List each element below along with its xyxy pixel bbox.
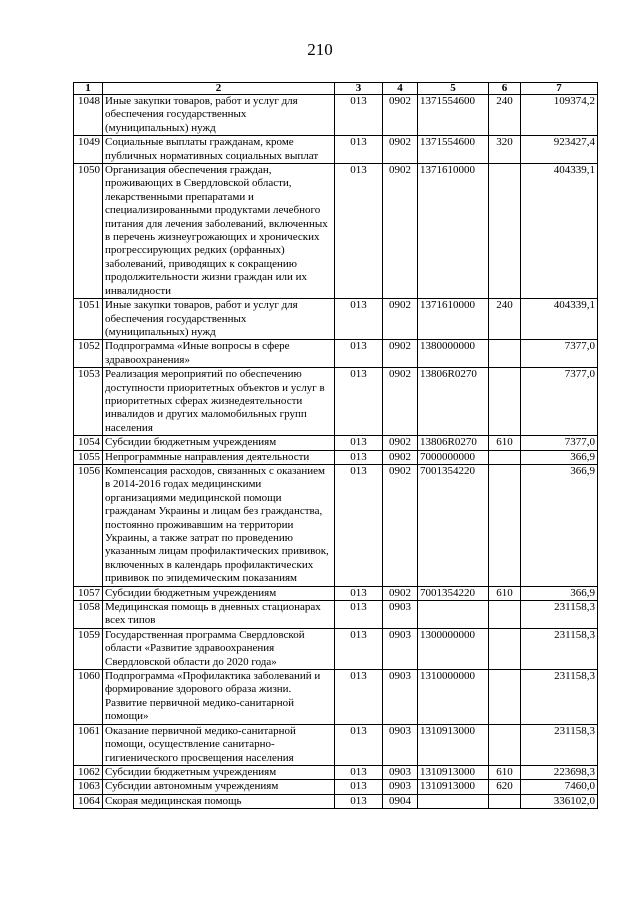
- row-name: Иные закупки товаров, работ и услуг для обеспечения государственных (муниципальных) нужд: [103, 95, 335, 136]
- row-name: Организация обеспечения граждан, проживающих в Свердловской области, лекарственными препаратами и специализированными продуктами лечебного питания для лечения заболеваний, включенных в перечень жизнеугрожающих и хронических прогрессирующих редких (орфанных) заболеваний, приводящих к сокращению продолжительности жизни граждан или их инвалидности: [103, 164, 335, 299]
- row-section-code: 0902: [383, 299, 418, 340]
- row-amount: 404339,1: [521, 299, 598, 340]
- row-expense-type: 240: [489, 95, 521, 136]
- row-target-code: 13806R0270: [418, 368, 489, 436]
- row-section-code: 0903: [383, 601, 418, 629]
- row-name: Государственная программа Свердловской области «Развитие здравоохранения Свердловской области до 2020 года»: [103, 628, 335, 669]
- row-number: 1048: [74, 95, 103, 136]
- row-target-code: 7001354220: [418, 464, 489, 586]
- row-ministry-code: 013: [335, 628, 383, 669]
- header-cell: 3: [335, 83, 383, 95]
- row-number: 1059: [74, 628, 103, 669]
- table-row: [74, 780, 598, 794]
- row-expense-type: [489, 464, 521, 586]
- table-row: [74, 586, 598, 600]
- row-target-code: 7000000000: [418, 450, 489, 464]
- row-number: 1049: [74, 136, 103, 164]
- row-amount: 231158,3: [521, 601, 598, 629]
- row-amount: 923427,4: [521, 136, 598, 164]
- row-expense-type: [489, 724, 521, 765]
- header-cell: 5: [418, 83, 489, 95]
- row-section-code: 0902: [383, 450, 418, 464]
- row-expense-type: [489, 368, 521, 436]
- row-name: Субсидии бюджетным учреждениям: [103, 765, 335, 779]
- row-section-code: 0902: [383, 136, 418, 164]
- row-ministry-code: 013: [335, 95, 383, 136]
- row-expense-type: [489, 601, 521, 629]
- row-ministry-code: 013: [335, 464, 383, 586]
- row-amount: 7460,0: [521, 780, 598, 794]
- table-row: [74, 299, 598, 340]
- row-section-code: 0902: [383, 464, 418, 586]
- row-expense-type: 620: [489, 780, 521, 794]
- row-number: 1052: [74, 340, 103, 368]
- row-section-code: 0903: [383, 780, 418, 794]
- row-amount: 366,9: [521, 464, 598, 586]
- row-target-code: 1300000000: [418, 628, 489, 669]
- row-name: Субсидии бюджетным учреждениям: [103, 586, 335, 600]
- row-target-code: 1310913000: [418, 724, 489, 765]
- row-name: Субсидии автономным учреждениям: [103, 780, 335, 794]
- table-row: [74, 368, 598, 436]
- row-section-code: 0902: [383, 95, 418, 136]
- page-number: 210: [307, 40, 333, 59]
- row-ministry-code: 013: [335, 724, 383, 765]
- row-number: 1062: [74, 765, 103, 779]
- row-amount: 404339,1: [521, 164, 598, 299]
- row-amount: 7377,0: [521, 368, 598, 436]
- row-amount: 7377,0: [521, 340, 598, 368]
- row-target-code: 1310000000: [418, 670, 489, 725]
- table-row: [74, 628, 598, 669]
- row-expense-type: [489, 164, 521, 299]
- row-expense-type: [489, 670, 521, 725]
- row-number: 1056: [74, 464, 103, 586]
- row-expense-type: 610: [489, 586, 521, 600]
- row-ministry-code: 013: [335, 436, 383, 450]
- row-number: 1058: [74, 601, 103, 629]
- row-ministry-code: 013: [335, 670, 383, 725]
- row-name: Оказание первичной медико-санитарной помощи, осуществление санитарно-гигиенического просвещения населения: [103, 724, 335, 765]
- row-target-code: [418, 794, 489, 808]
- table-row: [74, 601, 598, 629]
- row-expense-type: [489, 340, 521, 368]
- row-amount: 366,9: [521, 450, 598, 464]
- row-amount: 231158,3: [521, 670, 598, 725]
- table-row: [74, 450, 598, 464]
- row-ministry-code: 013: [335, 450, 383, 464]
- table-row: [74, 765, 598, 779]
- table-row: [74, 724, 598, 765]
- row-number: 1057: [74, 586, 103, 600]
- row-name: Подпрограмма «Профилактика заболеваний и формирование здорового образа жизни. Развитие первичной медико-санитарной помощи»: [103, 670, 335, 725]
- row-target-code: 1310913000: [418, 765, 489, 779]
- table-row: [74, 164, 598, 299]
- row-ministry-code: 013: [335, 136, 383, 164]
- table-row: [74, 670, 598, 725]
- header-cell: 6: [489, 83, 521, 95]
- row-expense-type: 240: [489, 299, 521, 340]
- row-section-code: 0903: [383, 724, 418, 765]
- table-row: [74, 136, 598, 164]
- row-section-code: 0902: [383, 340, 418, 368]
- row-section-code: 0903: [383, 765, 418, 779]
- row-name: Социальные выплаты гражданам, кроме публичных нормативных социальных выплат: [103, 136, 335, 164]
- row-section-code: 0902: [383, 586, 418, 600]
- row-ministry-code: 013: [335, 794, 383, 808]
- row-amount: 231158,3: [521, 724, 598, 765]
- row-name: Непрограммные направления деятельности: [103, 450, 335, 464]
- row-number: 1060: [74, 670, 103, 725]
- row-number: 1051: [74, 299, 103, 340]
- row-amount: 336102,0: [521, 794, 598, 808]
- row-target-code: 1310913000: [418, 780, 489, 794]
- row-ministry-code: 013: [335, 780, 383, 794]
- row-target-code: 13806R0270: [418, 436, 489, 450]
- table-row: [74, 464, 598, 586]
- row-expense-type: [489, 450, 521, 464]
- row-section-code: 0902: [383, 436, 418, 450]
- row-name: Компенсация расходов, связанных с оказанием в 2014-2016 годах медицинскими организациями медицинской помощи гражданам Украины и лицам без гражданства, постоянно проживавшим на территории Украины, а также затрат по проведению указанным лицам профилактических прививок, включенных в календарь профилактических прививок по эпидемическим показаниям: [103, 464, 335, 586]
- row-expense-type: [489, 628, 521, 669]
- row-ministry-code: 013: [335, 586, 383, 600]
- row-ministry-code: 013: [335, 765, 383, 779]
- row-section-code: 0902: [383, 164, 418, 299]
- row-number: 1064: [74, 794, 103, 808]
- row-ministry-code: 013: [335, 164, 383, 299]
- row-name: Скорая медицинская помощь: [103, 794, 335, 808]
- row-number: 1055: [74, 450, 103, 464]
- row-ministry-code: 013: [335, 340, 383, 368]
- row-target-code: 1380000000: [418, 340, 489, 368]
- row-name: Медицинская помощь в дневных стационарах всех типов: [103, 601, 335, 629]
- row-target-code: 1371554600: [418, 95, 489, 136]
- row-expense-type: 610: [489, 765, 521, 779]
- row-amount: 231158,3: [521, 628, 598, 669]
- row-ministry-code: 013: [335, 299, 383, 340]
- row-section-code: 0902: [383, 368, 418, 436]
- budget-table: [73, 82, 598, 809]
- row-ministry-code: 013: [335, 601, 383, 629]
- row-target-code: 1371610000: [418, 299, 489, 340]
- row-name: Иные закупки товаров, работ и услуг для обеспечения государственных (муниципальных) нужд: [103, 299, 335, 340]
- row-target-code: 1371610000: [418, 164, 489, 299]
- row-expense-type: 320: [489, 136, 521, 164]
- row-amount: 223698,3: [521, 765, 598, 779]
- row-ministry-code: 013: [335, 368, 383, 436]
- table-row: [74, 794, 598, 808]
- header-row: [74, 83, 598, 95]
- header-cell: 2: [103, 83, 335, 95]
- row-amount: 7377,0: [521, 436, 598, 450]
- row-amount: 109374,2: [521, 95, 598, 136]
- table-row: [74, 340, 598, 368]
- row-number: 1063: [74, 780, 103, 794]
- row-section-code: 0904: [383, 794, 418, 808]
- row-number: 1053: [74, 368, 103, 436]
- row-section-code: 0903: [383, 628, 418, 669]
- table-row: [74, 95, 598, 136]
- row-name: Подпрограмма «Иные вопросы в сфере здравоохранения»: [103, 340, 335, 368]
- row-amount: 366,9: [521, 586, 598, 600]
- header-cell: 1: [74, 83, 103, 95]
- row-name: Реализация мероприятий по обеспечению доступности приоритетных объектов и услуг в приоритетных сферах жизнедеятельности инвалидов и других маломобильных групп населения: [103, 368, 335, 436]
- row-name: Субсидии бюджетным учреждениям: [103, 436, 335, 450]
- row-number: 1050: [74, 164, 103, 299]
- row-expense-type: 610: [489, 436, 521, 450]
- header-cell: 4: [383, 83, 418, 95]
- table-row: [74, 436, 598, 450]
- row-number: 1061: [74, 724, 103, 765]
- row-section-code: 0903: [383, 670, 418, 725]
- row-target-code: 1371554600: [418, 136, 489, 164]
- row-expense-type: [489, 794, 521, 808]
- row-number: 1054: [74, 436, 103, 450]
- row-target-code: 7001354220: [418, 586, 489, 600]
- row-target-code: [418, 601, 489, 629]
- header-cell: 7: [521, 83, 598, 95]
